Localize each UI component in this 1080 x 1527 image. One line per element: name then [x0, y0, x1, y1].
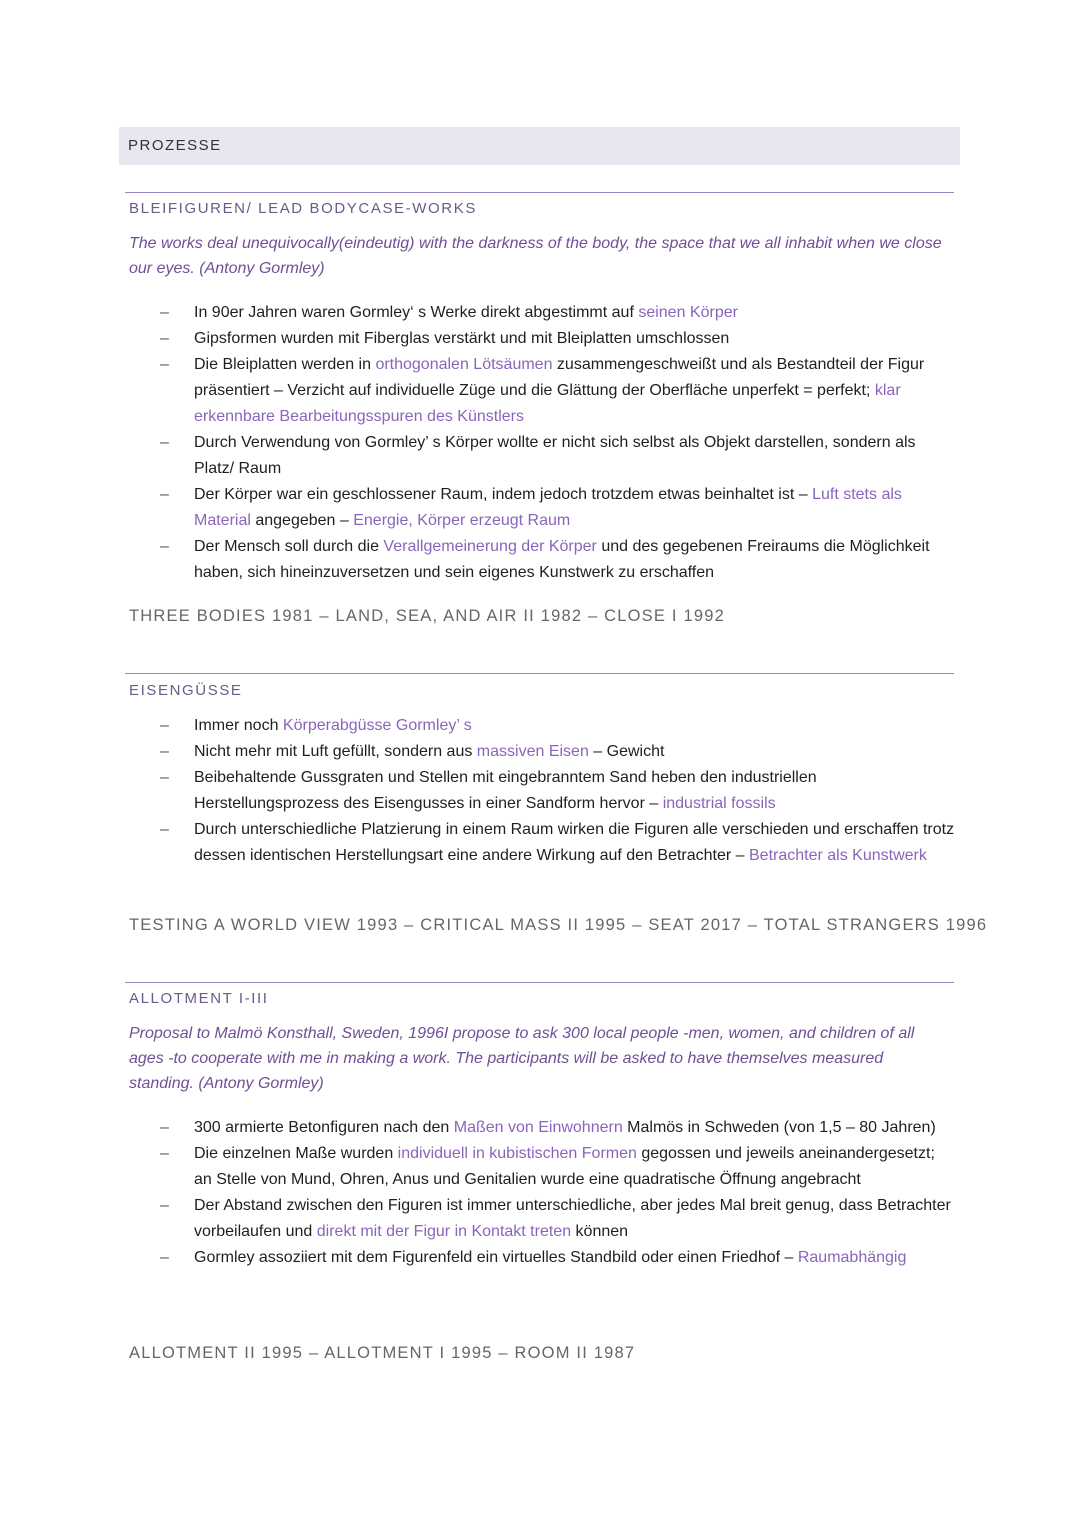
section-quote: Proposal to Malmö Konsthall, Sweden, 1996I propose to ask 300 local people -men, women, and children of all ages -to cooperate with me in making a work. The participants will be asked to have themselves measured standing. (Antony Gormley) — [129, 1025, 915, 1092]
highlighted-text: industrial fossils — [662, 795, 776, 812]
bullet-list — [160, 300, 955, 586]
body-text: 300 armierte Betonfiguren nach den — [194, 1119, 454, 1136]
body-text: können — [571, 1223, 629, 1240]
bullet-dash: – — [160, 304, 169, 321]
list-item — [160, 1141, 955, 1193]
list-item — [160, 713, 955, 739]
body-text: Immer noch — [194, 717, 283, 734]
body-text: – Gewicht — [588, 743, 665, 760]
bullet-list — [160, 1115, 955, 1271]
body-text: Der Körper war ein geschlossener Raum, indem jedoch trotzdem etwas beinhaltet ist – — [194, 486, 813, 503]
bullet-dash: – — [160, 486, 169, 503]
section-divider — [125, 673, 954, 674]
bullet-dash: – — [160, 356, 169, 373]
highlighted-text: direkt mit der Figur in Kontakt treten — [316, 1223, 572, 1240]
highlighted-text: Maßen von Einwohnern — [453, 1119, 623, 1136]
section-title: BLEIFIGUREN/ LEAD BODYCASE-WORKS — [129, 200, 477, 217]
highlighted-text: Körperabgüsse Gormley’ s — [282, 717, 472, 734]
list-item — [160, 817, 955, 869]
works-list: ALLOTMENT II 1995 – ALLOTMENT I 1995 – ROOM II 1987 — [129, 1344, 636, 1362]
list-item — [160, 352, 955, 430]
highlighted-text: Betrachter als Kunstwerk — [749, 847, 927, 864]
body-text: In 90er Jahren waren Gormley‘ s Werke direkt abgestimmt auf — [194, 304, 639, 321]
body-text: und des gegebenen Freiraums die Möglichkeit haben, sich hineinzuversetzen und sein eigenes Kunstwerk zu erschaffen — [194, 538, 930, 581]
bullet-dash: – — [160, 434, 169, 451]
section-title: EISENGÜSSE — [129, 682, 243, 699]
highlighted-text: Raumabhängig — [797, 1249, 907, 1266]
bullet-dash: – — [160, 1145, 169, 1162]
list-item — [160, 739, 955, 765]
bullet-dash: – — [160, 821, 169, 838]
list-item — [160, 765, 955, 817]
bullet-list — [160, 713, 955, 869]
section-title: ALLOTMENT I-III — [129, 990, 269, 1007]
list-item — [160, 482, 955, 534]
section-quote: The works deal unequivocally(eindeutig) with the darkness of the body, the space that we all inhabit when we close our eyes. (Antony Gormley) — [129, 235, 942, 277]
body-text: Die einzelnen Maße wurden — [194, 1145, 398, 1162]
list-item — [160, 326, 955, 352]
highlighted-text: orthogonalen Lötsäumen — [375, 356, 553, 373]
bullet-dash: – — [160, 330, 169, 347]
highlighted-text: individuell in kubistischen Formen — [397, 1145, 637, 1162]
page-title: PROZESSE — [119, 127, 960, 165]
bullet-dash: – — [160, 1197, 169, 1214]
body-text: Die Bleiplatten werden in — [194, 356, 376, 373]
list-item — [160, 1245, 955, 1271]
highlighted-text: Verallgemeinerung der Körper — [383, 538, 597, 555]
section-divider — [125, 192, 954, 193]
section-divider — [125, 982, 954, 983]
list-item — [160, 430, 955, 482]
list-item — [160, 300, 955, 326]
bullet-dash: – — [160, 538, 169, 555]
body-text: Der Abstand zwischen den Figuren ist immer unterschiedliche, aber jedes Mal breit genug, dass Betrachter vorbeilaufen und — [194, 1197, 951, 1240]
works-list: TESTING A WORLD VIEW 1993 – CRITICAL MASS II 1995 – SEAT 2017 – TOTAL STRANGERS 1996 — [129, 916, 988, 934]
bullet-dash: – — [160, 1249, 169, 1266]
body-text: Durch Verwendung von Gormley’ s Körper wollte er nicht sich selbst als Objekt darstellen, sondern als Platz/ Raum — [194, 434, 916, 477]
list-item — [160, 1193, 955, 1245]
list-item — [160, 1115, 955, 1141]
highlighted-text: Luft stets als Material — [194, 486, 902, 529]
list-item — [160, 534, 955, 586]
body-text: gegossen und jeweils aneinandergesetzt; an Stelle von Mund, Ohren, Anus und Genitalien wurde eine quadratische Öffnung angebracht — [194, 1145, 935, 1188]
bullet-dash: – — [160, 717, 169, 734]
bullet-dash: – — [160, 743, 169, 760]
body-text: Der Mensch soll durch die — [194, 538, 384, 555]
body-text: zusammengeschweißt und als Bestandteil der Figur präsentiert – Verzicht auf individuelle Züge und die Glättung der Oberfläche unperfekt = perfekt; — [194, 356, 925, 399]
bullet-dash: – — [160, 1119, 169, 1136]
body-text: Beibehaltende Gussgraten und Stellen mit eingebranntem Sand heben den industriellen Herstellungsprozess des Eisengusses in einer Sandform hervor – — [194, 769, 817, 812]
body-text: Gormley assoziiert mit dem Figurenfeld ein virtuelles Standbild oder einen Friedhof – — [194, 1249, 798, 1266]
body-text: Durch unterschiedliche Platzierung in einem Raum wirken die Figuren alle verschieden und erschaffen trotz dessen identischen Herstellungsart eine andere Wirkung auf den Betrachter – — [194, 821, 955, 864]
highlighted-text: massiven Eisen — [476, 743, 589, 760]
bullet-dash: – — [160, 769, 169, 786]
highlighted-text: Energie, Körper erzeugt Raum — [353, 512, 571, 529]
works-list: THREE BODIES 1981 – LAND, SEA, AND AIR II 1982 – CLOSE I 1992 — [129, 607, 725, 625]
body-text: Gipsformen wurden mit Fiberglas verstärkt und mit Bleiplatten umschlossen — [194, 330, 730, 347]
body-text: angegeben – — [250, 512, 354, 529]
highlighted-text: klar erkennbare Bearbeitungsspuren des Künstlers — [194, 382, 901, 425]
highlighted-text: seinen Körper — [638, 304, 738, 321]
body-text: Malmös in Schweden (von 1,5 – 80 Jahren) — [622, 1119, 936, 1136]
body-text: Nicht mehr mit Luft gefüllt, sondern aus — [194, 743, 477, 760]
